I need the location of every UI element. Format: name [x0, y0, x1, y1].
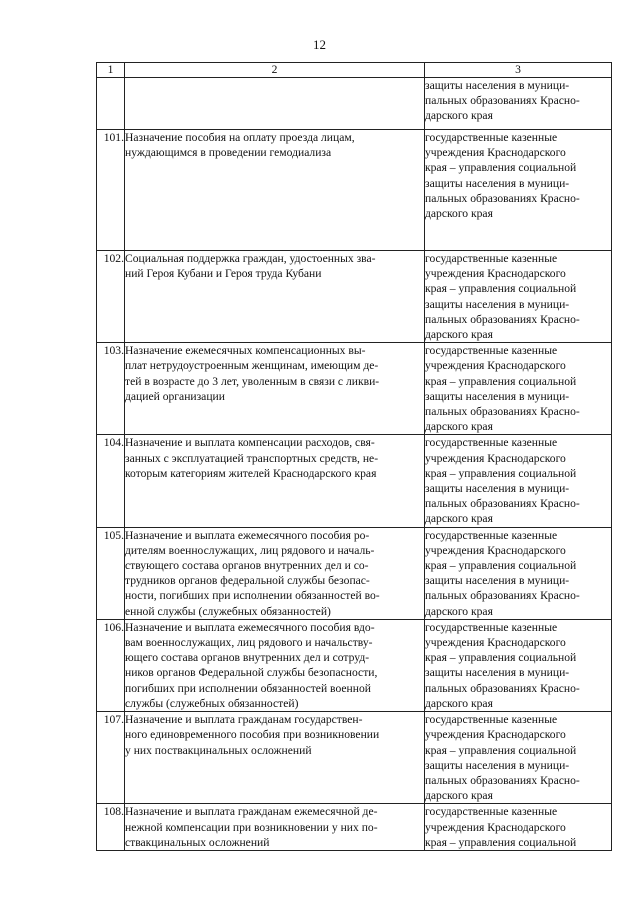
- organization-line: края – управления социальной: [425, 835, 577, 849]
- service-cell: [125, 130, 425, 251]
- organization-line: защиты населения в муници-: [425, 176, 570, 190]
- row-number: 102.: [97, 251, 125, 343]
- service-line: вам военнослужащих, лиц рядового и начальству-: [125, 636, 373, 650]
- row-number: 103.: [97, 343, 125, 435]
- service-line: ствующего состава органов внутренних дел и со-: [125, 559, 369, 573]
- organization-line: края – управления социальной: [425, 374, 577, 388]
- organization-line: дарского края: [425, 789, 493, 803]
- organization-cell: [425, 343, 612, 435]
- service-cell: [125, 712, 425, 804]
- table-header-row: [97, 63, 612, 78]
- organization-line: учреждения Краснодарского: [425, 146, 566, 160]
- organization-line: дарского края: [425, 207, 493, 221]
- organization-line: края – управления социальной: [425, 559, 577, 573]
- service-line: Назначение ежемесячных компенсационных вы-: [125, 344, 366, 358]
- header-cell-col2: 2: [125, 63, 425, 78]
- table-row-106: [97, 619, 612, 711]
- service-line: ников органов Федеральной службы безопасности,: [125, 666, 378, 680]
- organization-line: государственные казенные: [425, 131, 558, 144]
- organization-line: защиты населения в муници-: [425, 389, 570, 403]
- organization-line: учреждения Краснодарского: [425, 728, 566, 742]
- service-line: ного единовременного пособия при возникновении: [125, 728, 380, 742]
- organization-line: защиты населения в муници-: [425, 574, 570, 588]
- organization-line: дарского края: [425, 328, 493, 342]
- organization-line: дарского края: [425, 512, 493, 526]
- service-line: Назначение и выплата гражданам государствен-: [125, 713, 363, 727]
- service-line: енной службы (служебных обязанностей): [125, 604, 331, 618]
- organization-line: пальных образованиях Красно-: [425, 94, 580, 108]
- organization-line: защиты населения в муници-: [425, 482, 570, 496]
- service-line: трудников органов федеральной службы безопас-: [125, 574, 370, 588]
- service-line: ствакцинальных осложнений: [125, 835, 270, 849]
- organization-line: пальных образованиях Красно-: [425, 497, 580, 511]
- service-line: Социальная поддержка граждан, удостоенных зва-: [125, 252, 376, 265]
- table-row-103: [97, 343, 612, 435]
- organization-line: учреждения Краснодарского: [425, 820, 566, 834]
- row-number: 107.: [97, 712, 125, 804]
- organization-line: дарского края: [425, 696, 493, 710]
- organization-line: пальных образованиях Красно-: [425, 312, 580, 326]
- service-line: Назначение пособия на оплату проезда лицам,: [125, 131, 355, 144]
- table-row-107: [97, 712, 612, 804]
- organization-cell: [425, 804, 612, 851]
- service-line: плат нетрудоустроенным женщинам, имеющим де-: [125, 359, 379, 373]
- service-line: тей в возрасте до 3 лет, уволенным в связи с ликви-: [125, 374, 380, 388]
- service-cell: [125, 619, 425, 711]
- row-number-cell: [97, 78, 125, 130]
- table-row-105: [97, 527, 612, 619]
- organization-line: края – управления социальной: [425, 651, 577, 665]
- service-line: ности, погибших при исполнении обязанностей во-: [125, 589, 380, 603]
- organization-line: учреждения Краснодарского: [425, 543, 566, 557]
- service-line: дацией организации: [125, 389, 225, 403]
- service-line: ний Героя Кубани и Героя труда Кубани: [125, 267, 322, 281]
- service-cell: [125, 78, 425, 130]
- organization-line: защиты населения в муници-: [425, 666, 570, 680]
- table-row-101: [97, 130, 612, 251]
- service-line: занных с эксплуатацией транспортных средств, не-: [125, 451, 379, 465]
- organization-line: пальных образованиях Красно-: [425, 405, 580, 419]
- organization-line: учреждения Краснодарского: [425, 451, 566, 465]
- organization-line: учреждения Краснодарского: [425, 359, 566, 373]
- organization-line: края – управления социальной: [425, 282, 577, 296]
- organization-line: государственные казенные: [425, 805, 558, 819]
- organization-cell: [425, 130, 612, 251]
- organization-line: государственные казенные: [425, 528, 558, 542]
- organization-cell: [425, 251, 612, 343]
- row-number: 108.: [97, 804, 125, 851]
- organization-line: защиты населения в муници-: [425, 79, 570, 92]
- service-cell: [125, 804, 425, 851]
- service-line: службы (служебных обязанностей): [125, 696, 299, 710]
- organization-line: пальных образованиях Красно-: [425, 681, 580, 695]
- service-line: которым категориям жителей Краснодарского края: [125, 466, 377, 480]
- header-cell-col1: 1: [97, 63, 125, 78]
- organization-line: края – управления социальной: [425, 743, 577, 757]
- service-line: ющего состава органов внутренних дел и сотруд-: [125, 651, 370, 665]
- organization-line: пальных образованиях Красно-: [425, 191, 580, 205]
- table-row-104: [97, 435, 612, 527]
- organization-cell: [425, 435, 612, 527]
- service-cell: [125, 435, 425, 527]
- service-line: Назначение и выплата компенсации расходов, свя-: [125, 436, 375, 450]
- service-line: нежной компенсации при возникновении у них по-: [125, 820, 378, 834]
- services-table: [96, 62, 612, 851]
- organization-line: дарского края: [425, 109, 493, 123]
- organization-line: государственные казенные: [425, 344, 558, 358]
- header-cell-col3: 3: [425, 63, 612, 78]
- organization-line: учреждения Краснодарского: [425, 267, 566, 281]
- table-row-108: [97, 804, 612, 851]
- organization-line: края – управления социальной: [425, 161, 577, 175]
- service-cell: [125, 527, 425, 619]
- service-cell: [125, 343, 425, 435]
- organization-line: дарского края: [425, 420, 493, 434]
- row-number: 105.: [97, 527, 125, 619]
- table-row-102: [97, 251, 612, 343]
- row-number: 101.: [97, 130, 125, 251]
- page-number: 12: [313, 37, 326, 52]
- table-row-continuation: [97, 78, 612, 130]
- organization-line: защиты населения в муници-: [425, 297, 570, 311]
- organization-line: пальных образованиях Красно-: [425, 773, 580, 787]
- service-line: Назначение и выплата гражданам ежемесячной де-: [125, 805, 378, 819]
- organization-line: защиты населения в муници-: [425, 758, 570, 772]
- organization-line: государственные казенные: [425, 620, 558, 634]
- organization-line: государственные казенные: [425, 252, 558, 265]
- row-number: 104.: [97, 435, 125, 527]
- organization-line: края – управления социальной: [425, 466, 577, 480]
- organization-cell: [425, 78, 612, 130]
- organization-line: пальных образованиях Красно-: [425, 589, 580, 603]
- service-line: у них поствакцинальных осложнений: [125, 743, 312, 757]
- organization-line: государственные казенные: [425, 713, 558, 727]
- service-line: нуждающимся в проведении гемодиализа: [125, 146, 332, 160]
- organization-line: дарского края: [425, 604, 493, 618]
- service-line: Назначение и выплата ежемесячного пособия ро-: [125, 528, 370, 542]
- service-line: Назначение и выплата ежемесячного пособия вдо-: [125, 620, 375, 634]
- organization-cell: [425, 527, 612, 619]
- organization-cell: [425, 619, 612, 711]
- row-number: 106.: [97, 619, 125, 711]
- organization-cell: [425, 712, 612, 804]
- service-line: дителям военнослужащих, лиц рядового и началь-: [125, 543, 375, 557]
- organization-line: государственные казенные: [425, 436, 558, 450]
- service-line: погибших при исполнении обязанностей военной: [125, 681, 371, 695]
- service-cell: [125, 251, 425, 343]
- organization-line: учреждения Краснодарского: [425, 636, 566, 650]
